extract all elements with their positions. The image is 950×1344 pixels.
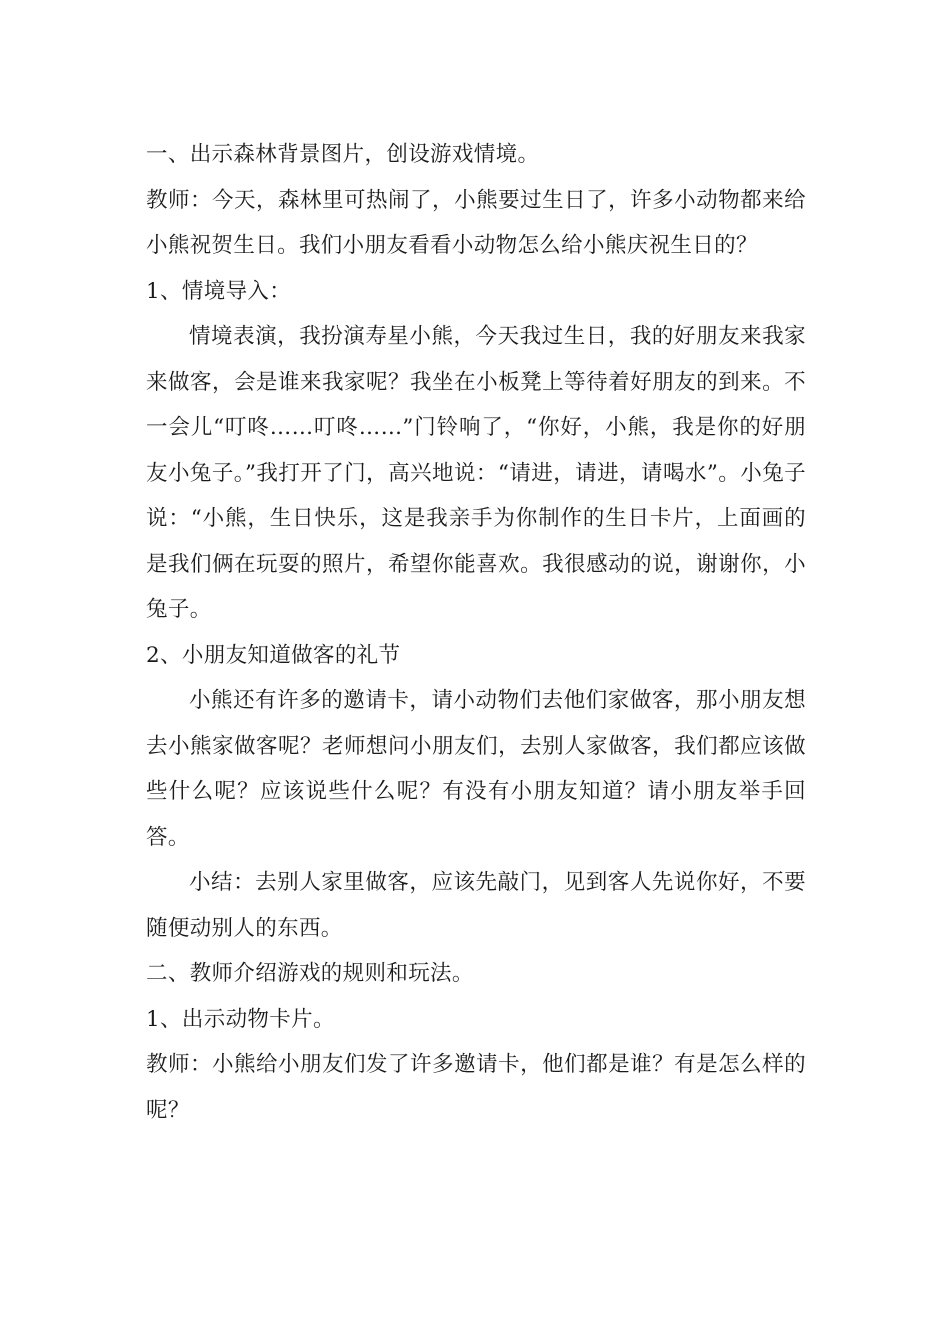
etiquette-paragraph: 小熊还有许多的邀请卡，请小动物们去他们家做客，那小朋友想去小熊家做客呢？老师想问小朋友们，去别人家做客，我们都应该做些什么呢？应该说些什么呢？有没有小朋友知道？请小朋友举手回答。 [146, 688, 806, 850]
teacher-intro-paragraph: 教师：今天，森林里可热闹了，小熊要过生日了，许多小动物都来给小熊祝贺生日。我们小朋友看看小动物怎么给小熊庆祝生日的？ [146, 187, 806, 258]
summary-paragraph: 小结：去别人家里做客，应该先敲门，见到客人先说你好，不要随便动别人的东西。 [146, 870, 806, 941]
section-heading-2: 二、教师介绍游戏的规则和玩法。 [146, 961, 474, 986]
document-body [146, 132, 806, 1133]
teacher-cards-paragraph: 教师：小熊给小朋友们发了许多邀请卡，他们都是谁？有是怎么样的呢？ [146, 1052, 806, 1123]
step-heading-animal-cards: 1、出示动物卡片。 [146, 1006, 335, 1032]
role-play-paragraph: 情境表演，我扮演寿星小熊，今天我过生日，我的好朋友来我家来做客，会是谁来我家呢？我坐在小板凳上等待着好朋友的到来。不一会儿“叮咚……叮咚……”门铃响了，“你好，小熊，我是你的好朋友小兔子。”我打开了门，高兴地说：“请进，请进，请喝水”。小兔子说：“小熊，生日快乐，这是我亲手为你制作的生日卡片，上面画的是我们俩在玩耍的照片，希望你能喜欢。我很感动的说，谢谢你，小兔子。 [146, 324, 806, 622]
step-heading-situation: 1、情境导入： [146, 278, 292, 304]
step-heading-etiquette: 2、小朋友知道做客的礼节 [146, 642, 401, 668]
section-heading-1: 一、出示森林背景图片，创设游戏情境。 [146, 142, 540, 167]
